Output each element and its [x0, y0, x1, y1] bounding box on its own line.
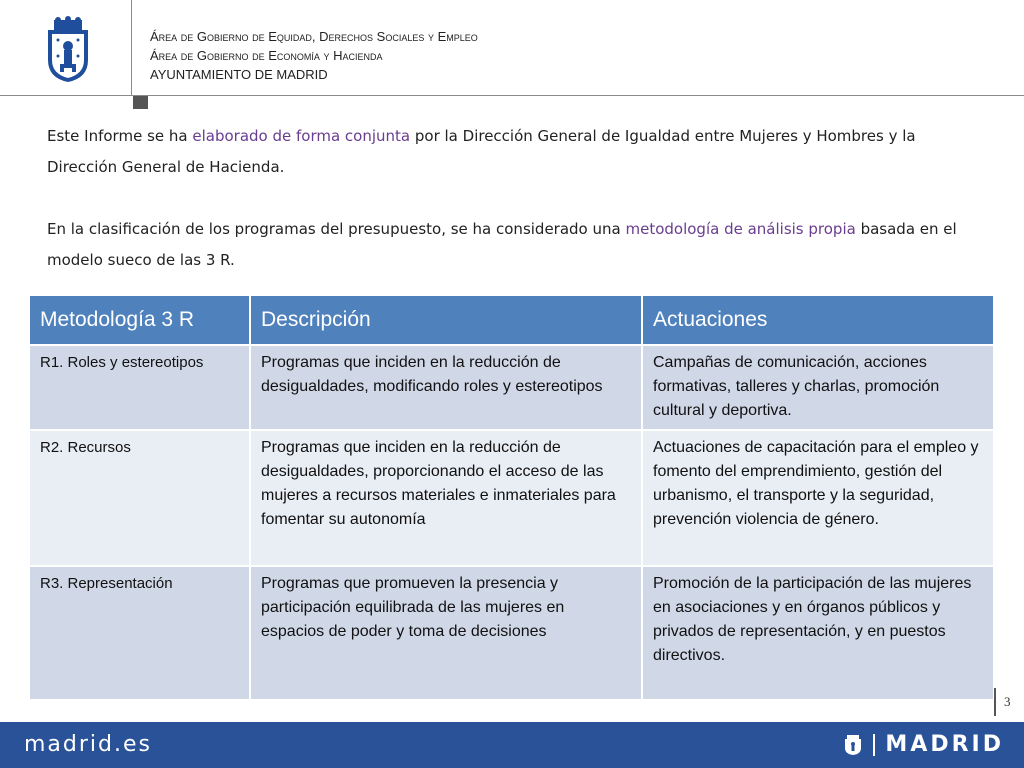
row-methodology: R1. Roles y estereotipos: [29, 345, 250, 430]
madrid-coat-of-arms-logo: [44, 16, 92, 84]
intro-p2-after: basada en el modelo sueco de las 3 R.: [47, 220, 957, 269]
row-description: Programas que promueven la presencia y participación equilibrada de las mujeres en espacios de poder y toma de decisiones: [250, 566, 642, 700]
header-description: Descripción: [250, 295, 642, 345]
row-methodology: R3. Representación: [29, 566, 250, 700]
intro-p1-after: por la Dirección General de Igualdad entre Mujeres y Hombres y la Dirección General de Hacienda.: [47, 127, 916, 176]
madrid-mini-logo-icon: [843, 734, 863, 756]
footer-brand-text: MADRID: [885, 732, 1004, 757]
table-row: [29, 430, 994, 566]
footer-brand: [843, 732, 1004, 757]
intro-paragraph-1: [47, 121, 987, 183]
table-row: [29, 345, 994, 430]
header-methodology: Metodología 3 R: [29, 295, 250, 345]
footer-website[interactable]: madrid.es: [24, 732, 152, 757]
document-header: [0, 0, 1024, 96]
intro-p1-highlight: elaborado de forma conjunta: [192, 127, 411, 145]
row-actions: Actuaciones de capacitación para el empleo y fomento del emprendimiento, gestión del urbanismo, el transporte y la seguridad, prevención violencia de género.: [642, 430, 994, 566]
footer-brand-separator: [873, 734, 875, 756]
header-actions: Actuaciones: [642, 295, 994, 345]
header-line-2: Área de Gobierno de Economía y Hacienda: [150, 48, 383, 63]
table-row: [29, 566, 994, 700]
intro-p2-before: En la clasificación de los programas del presupuesto, se ha considerado una: [47, 220, 626, 238]
row-methodology: R2. Recursos: [29, 430, 250, 566]
page-number: 3: [1004, 694, 1011, 709]
header-line-3: AYUNTAMIENTO DE MADRID: [150, 67, 328, 82]
table-header-row: [29, 295, 994, 345]
methodology-table: [28, 294, 995, 701]
header-divider: [0, 95, 1024, 96]
row-description: Programas que inciden en la reducción de desigualdades, proporcionando el acceso de las mujeres a recursos materiales e inmateriales para fomentar su autonomía: [250, 430, 642, 566]
intro-text: [47, 121, 987, 276]
header-square-marker: [133, 96, 148, 109]
header-line-1: Área de Gobierno de Equidad, Derechos Sociales y Empleo: [150, 29, 478, 44]
row-actions: Campañas de comunicación, acciones formativas, talleres y charlas, promoción cultural y deportiva.: [642, 345, 994, 430]
row-actions: Promoción de la participación de las mujeres en asociaciones y en órganos públicos y privados de representación, y en puestos directivos.: [642, 566, 994, 700]
logo-area: [0, 0, 132, 96]
intro-paragraph-2: [47, 214, 987, 276]
page-number-bar: [994, 688, 996, 716]
intro-p2-highlight: metodología de análisis propia: [625, 220, 856, 238]
intro-p1-before: Este Informe se ha: [47, 127, 193, 145]
header-titles: [150, 27, 478, 84]
row-description: Programas que inciden en la reducción de desigualdades, modificando roles y estereotipos: [250, 345, 642, 430]
footer-bar: [0, 722, 1024, 768]
